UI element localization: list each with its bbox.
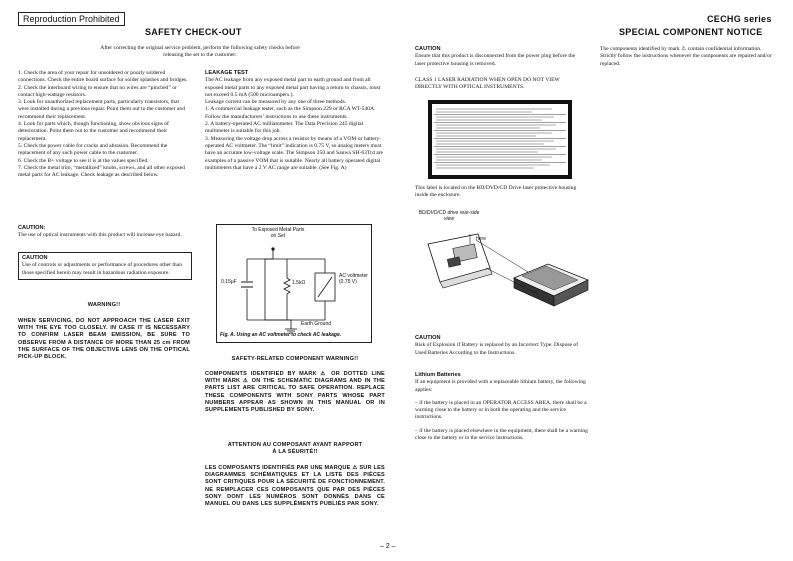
leakage-title: LEAKAGE TEST: [205, 70, 249, 76]
caution-optical: [18, 225, 190, 240]
caution-disconnect-text: Ensure that this product is disconnected from the power plug before the laser protective housing is removed.: [415, 53, 576, 67]
resistor-label: 1.5kΩ: [292, 280, 306, 286]
check-item-2: 2. Check the interboard wiring to ensure that no wires are “pinched” or contact high-wattage resistors.: [18, 84, 177, 98]
french-warning-title: ATTENTION AU COMPOSANT AYANT RAPPORT À LA SÉURITÉ!!: [227, 442, 363, 456]
safety-checklist: [18, 70, 190, 179]
leakage-p2: Leakage current can be measured by any one of three methods.: [205, 99, 347, 106]
series-label: CECHG series: [707, 14, 772, 24]
caution-controls-text: Use of controls or adjustments or performance of procedures other than those specified herein may result in hazardous radiation exposure.: [22, 262, 182, 276]
voltmeter-label: AC voltmeter (0.75 V): [339, 273, 368, 286]
intro-text: After correcting the original service problem, perform the following safety checks before releasing the set to the customer:: [100, 45, 300, 59]
laser-label-text-lines: [432, 104, 568, 175]
left-page-title: SAFETY CHECK-OUT: [145, 27, 242, 37]
laser-warning-text: WHEN SERVICING, DO NOT APPROACH THE LASER EXIT WITH THE EYE TOO CLOSELY. IN CASE IT IS NECESSARY TO CONFIRM LASER BEAM EMISSION, BE SURE TO OBSERVE FROM A DISTANCE OF MORE THAN 25 cm FROM THE SURFACE OF THE OBJECTIVE LENS ON THE OPTICAL PICK-UP BLOCK.: [18, 318, 190, 361]
figure-a-caption: Fig. A. Using an AC voltmeter to check AC leakage.: [220, 332, 342, 338]
check-item-7: 7. Check the metal trim, “metallized” knobs, screws, and all other exposed metal parts for AC leakage. Check leakage as described below.: [18, 164, 185, 179]
figure-a-box: [216, 224, 372, 343]
method-3: 3. Measuring the voltage drop across a resistor by means of a VOM or battery-operated AC voltmeter. The “limit” indication is 0.75 V, so analog meters must have an accurate low-voltage scale. The Simpson 250 and Sanwa SH-63Trd are examples of a passive VOM that is suitable. Nearly all battery operated digital multimeters that have a 2 V AC range are suitable. (See Fig. A): [205, 135, 384, 171]
drive-illustration: [418, 210, 598, 320]
lithium-section: [415, 372, 590, 442]
earth-ground-label: Earth Ground: [301, 321, 332, 327]
check-item-3: 3. Look for unauthorized replacement parts, particularly transistors, that were installed during a previous repair. Point them out to the customer and recommend their replacement.: [18, 99, 185, 120]
class1-laser-text: CLASS 1 LASER RADIATION WHEN OPEN DO NOT VIEW DIRECTLY WITH OPTICAL INSTRUMENTS.: [415, 77, 560, 91]
caution-battery: [415, 335, 585, 357]
french-warning-text: LES COMPOSANTS IDENTIFIÉS PAR UNE MARQUE ⚠ SUR LES DIAGRAMMES SCHÉMATIQUES ET LA LISTE DES PIÈCES SONT CRITIQUES POUR LA SÉCURITÉ DE FONCTIONNEMENT. NE REMPLACER CES COMPOSANTS QUE PAR DES PIÈCES SONY DONT LES NUMÉROS SONT DONNÉS DANS CE MANUEL OU DANS LES SUPPLÉMENTS PUBLIÉS PAR SONY.: [205, 465, 385, 508]
caution-battery-text: Risk of Explosion if Battery is replaced by an Incorrect Type. Dispose of Used Batteries According to the Instructions.: [415, 342, 579, 356]
here-label: here: [476, 236, 487, 242]
caution-controls-title: CAUTION: [22, 255, 48, 261]
check-item-6: 6. Check the B+ voltage to see it is at the values specified.: [18, 157, 149, 164]
capacitor-label: 0.15μF: [221, 279, 237, 285]
leakage-p1: The AC leakage from any exposed metal part to earth ground and from all exposed metal parts to any exposed metal part having a return to chassis, must not exceed 0.5 mA (500 microampers.).: [205, 77, 381, 98]
method-1: 1. A commercial leakage tester, such as the Simpson 229 or RCA WT-540A. Follow the manufacturers’ instructions to use these instruments.: [205, 106, 376, 120]
caution-optical-text: The use of optical instruments with this product will increase eye hazard.: [18, 232, 182, 239]
lithium-item-1: – if the battery is placed in an OPERATOR ACCESS AREA, there shall be a warning close to the battery or in both the operating and the service instructions.: [415, 399, 587, 421]
console-drive-drawing: [418, 210, 598, 320]
check-item-5: 5. Check the power cable for cracks and abrasion. Recommend the replacement of any such power cable to the customer.: [18, 142, 168, 157]
caution-controls-box: [18, 252, 192, 280]
right-page-title: SPECIAL COMPONENT NOTICE: [619, 27, 763, 37]
label-location-note: This label is located on the BD/DVD/CD Drive laser protective housing inside the enclosure.: [415, 185, 577, 199]
method-2: 2. A battery-operated AC milliammeter. The Data Precision 245 digital multimeter is suitable for this job.: [205, 121, 364, 135]
reproduction-prohibited-label: Reproduction Prohibited: [18, 12, 125, 26]
caution-battery-title: CAUTION: [415, 335, 441, 341]
lithium-title: Lithium Batteries: [415, 372, 461, 378]
page-number: – 2 –: [380, 543, 396, 550]
lithium-item-2: – if the battery is placed elsewhere in the equipment, there shall be a warning close to the battery or in the service instructions.: [415, 427, 588, 442]
warning-title: WARNING!!: [87, 302, 121, 308]
safety-component-warning-title: SAFETY-RELATED COMPONENT WARNING!!: [231, 356, 359, 362]
check-item-4: 4. Look for parts which, though functioning, show obvious signs of deterioration. Point them out to the customer and recommend their replacement.: [18, 121, 169, 142]
safety-component-warning-text: COMPONENTS IDENTIFIED BY MARK ⚠ OR DOTTED LINE WITH MARK ⚠ ON THE SCHEMATIC DIAGRAMS AND IN THE PARTS LIST ARE CRITICAL TO SAFE OPERATION. REPLACE THESE COMPONENTS WITH SONY PARTS WHOSE PART NUMBERS APPEAR AS SHOWN IN THIS MANUAL OR IN SUPPLEMENTS PUBLISHED BY SONY.: [205, 371, 385, 414]
laser-label-inner: [432, 104, 568, 175]
special-component-notice-text: The components identified by mark ⚠ contain confidential information. Strictly follow the instructions whenever the components are repaired and/or replaced.: [600, 46, 772, 67]
laser-warning-label: [428, 100, 572, 179]
leakage-section: [205, 70, 385, 172]
caution-disconnect: [415, 46, 585, 68]
check-item-1: 1. Check the area of your repair for unsoldered or poorly soldered connections. Check the entire board surface for solder splashes and bridges.: [18, 70, 188, 84]
exposed-metal-label: To Exposed Metal Parts on Set: [251, 227, 305, 240]
lithium-intro: If an equipment is provided with a replaceable lithium battery, the following applies:: [415, 379, 586, 393]
caution-optical-title: CAUTION:: [18, 225, 46, 231]
drive-view-label: BD/DVD/CD drive rear-side view: [418, 210, 480, 223]
caution-disconnect-title: CAUTION: [415, 46, 441, 52]
